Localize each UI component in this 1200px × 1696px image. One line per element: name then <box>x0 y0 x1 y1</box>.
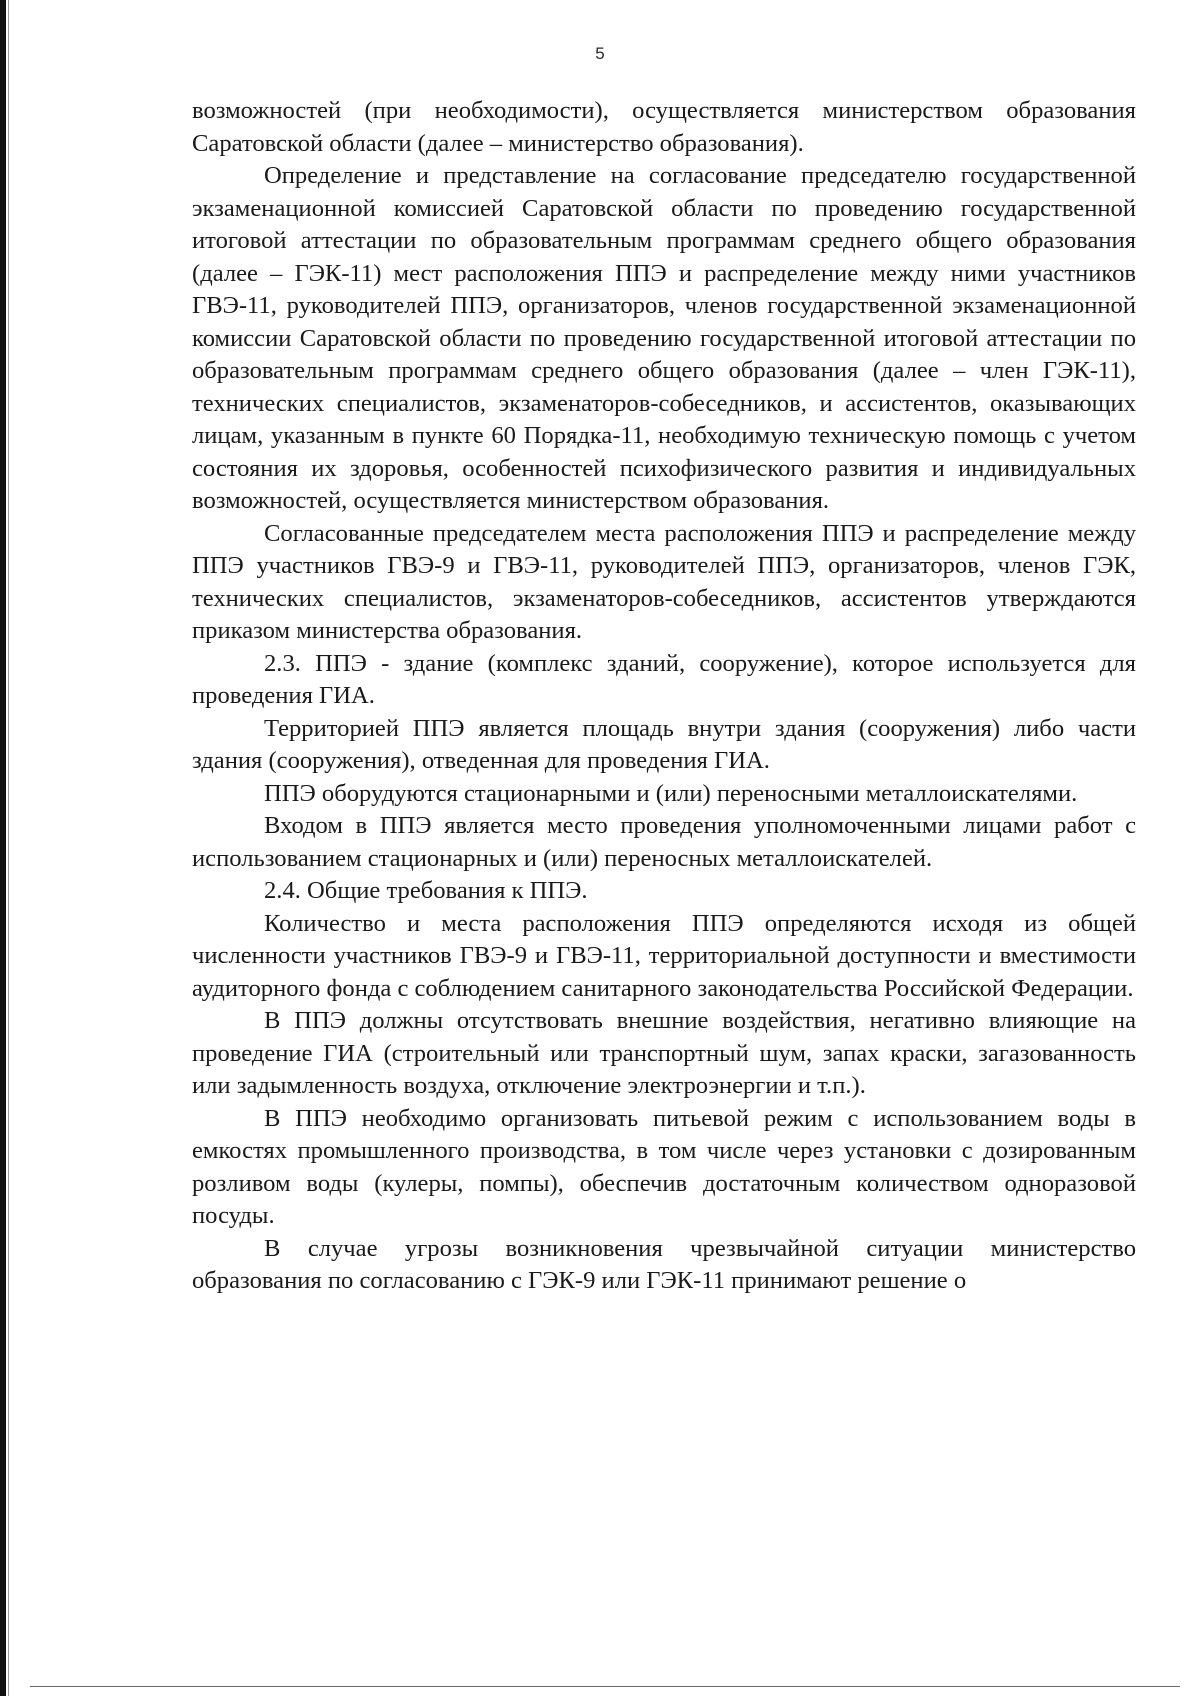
scan-left-edge <box>0 0 6 1696</box>
paragraph-continuation: возможностей (при необходимости), осуществляется министерством образования Саратовской области (далее – министерство образования). <box>192 97 1136 157</box>
paragraph-section-2-4: 2.4. Общие требования к ППЭ. <box>264 877 588 904</box>
bottom-scan-line <box>30 1686 1180 1687</box>
paragraph-approved-locations: Согласованные председателем места расположения ППЭ и распределение между ППЭ участников ГВЭ-9 и ГВЭ-11, руководителей ППЭ, организаторов, членов ГЭК, технических специалистов, экзаменаторов-собеседников, ассистентов утверждаются приказом министерства образования. <box>192 519 1136 644</box>
page-number: 5 <box>595 44 605 63</box>
paragraph-drinking-regime: В ППЭ необходимо организовать питьевой режим с использованием воды в емкостях промышленного производства, в том числе через установки с дозированным розливом воды (кулеры, помпы), обеспечив достаточным количеством одноразовой посуды. <box>192 1104 1136 1229</box>
paragraph-metal-detectors: ППЭ оборудуются стационарными и (или) переносными металлоискателями. <box>264 779 1078 807</box>
paragraph-section-2-3: 2.3. ППЭ - здание (комплекс зданий, сооружение), которое используется для проведения ГИА. <box>192 649 1136 709</box>
document-body <box>192 95 1136 1298</box>
paragraph-ppe-territory: Территорией ППЭ является площадь внутри здания (сооружения) либо части здания (сооружения), отведенная для проведения ГИА. <box>192 714 1136 774</box>
paragraph-emergency: В случае угрозы возникновения чрезвычайной ситуации министерство образования по согласованию с ГЭК-9 или ГЭК-11 принимают решение о <box>192 1234 1136 1294</box>
paragraph-ppe-entrance: Входом в ППЭ является место проведения уполномоченными лицами работ с использованием стационарных и (или) переносных металлоискателей. <box>192 812 1136 872</box>
paragraph-ppe-count: Количество и места расположения ППЭ определяются исходя из общей численности участников ГВЭ-9 и ГВЭ-11, территориальной доступности и вместимости аудиторного фонда с соблюдением санитарного законодательства Российской Федерации. <box>192 909 1136 1002</box>
paragraph-definition-ppe-locations: Определение и представление на согласование председателю государственной экзаменационной комиссией Саратовской области по проведению государственной итоговой аттестации по образовательным программам среднего общего образования (далее – ГЭК-11) мест расположения ППЭ и распределение между ними участников ГВЭ-11, руководителей ППЭ, организаторов, членов государственной экзаменационной комиссии Саратовской области по проведению государственной итоговой аттестации по образовательным программам среднего общего образования (далее – член ГЭК-11), технических специалистов, экзаменаторов-собеседников, и ассистентов, оказывающих лицам, указанным в пункте 60 Порядка-11, необходимую техническую помощь с учетом состояния их здоровья, особенностей психофизического развития и индивидуальных возможностей, осуществляется министерством образования. <box>192 162 1136 514</box>
paragraph-external-influences: В ППЭ должны отсутствовать внешние воздействия, негативно влияющие на проведение ГИА (строительный или транспортный шум, запах краски, загазованность или задымленность воздуха, отключение электроэнергии и т.п.). <box>192 1007 1136 1099</box>
scan-left-edge-line <box>8 0 9 1696</box>
